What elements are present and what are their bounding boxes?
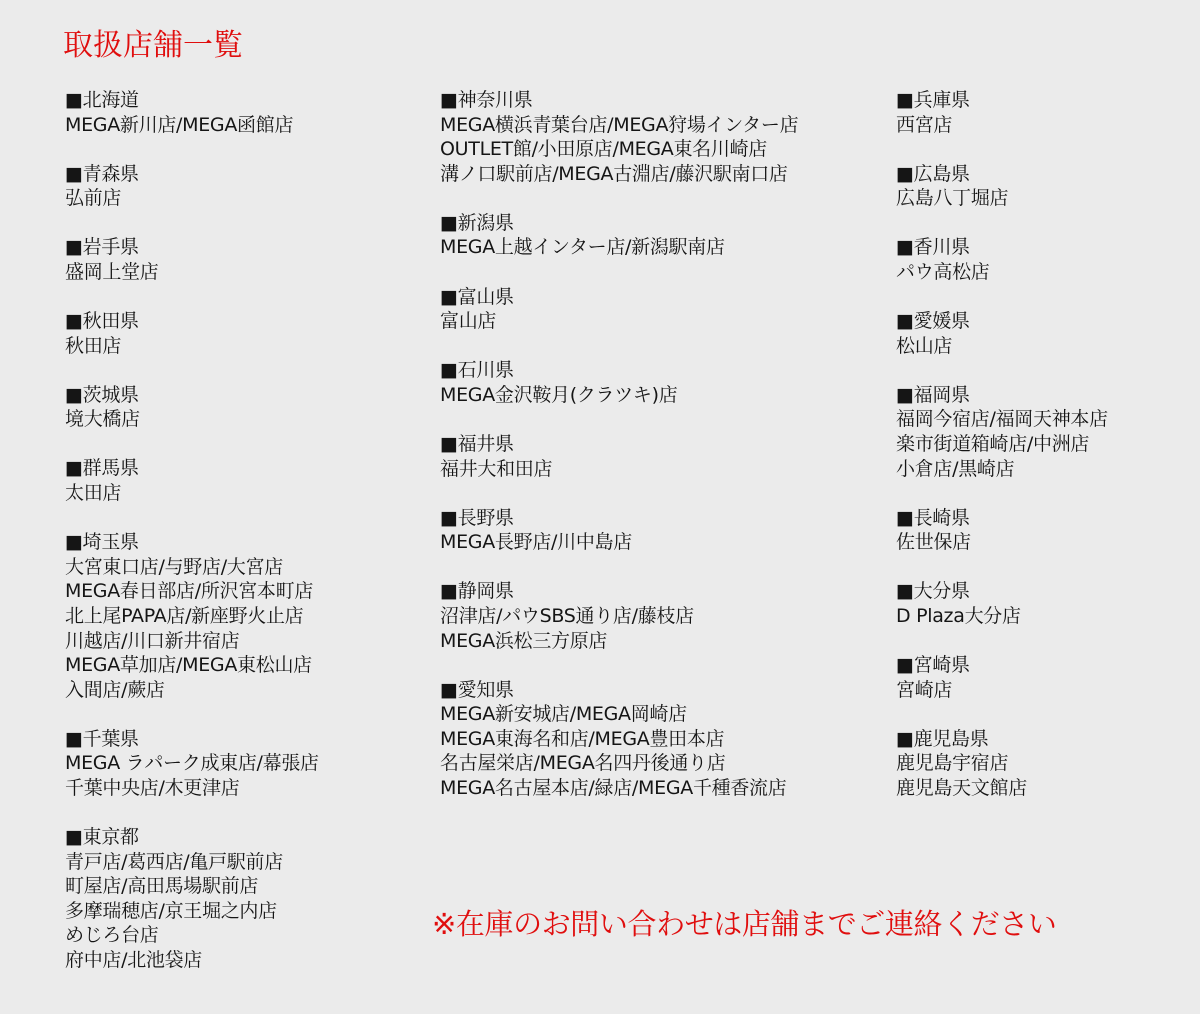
store-list-line: MEGA草加店/MEGA東松山店 — [65, 654, 312, 677]
inventory-notice: ※在庫のお問い合わせは店舗までご連絡ください — [432, 907, 1057, 941]
store-column-2 — [440, 88, 860, 825]
store-list-line: 鹿児島宇宿店 — [896, 752, 1009, 775]
region-name: ■大分県 — [896, 580, 970, 603]
region-block — [65, 309, 405, 358]
store-list-line: 名古屋栄店/MEGA名四丹後通り店 — [440, 752, 726, 775]
region-name: ■群馬県 — [65, 457, 139, 480]
region-name: ■愛媛県 — [896, 310, 970, 333]
region-block — [65, 162, 405, 211]
region-block — [896, 579, 1176, 628]
region-block — [896, 653, 1176, 702]
region-name: ■静岡県 — [440, 580, 514, 603]
store-list-line: 川越店/川口新井宿店 — [65, 629, 240, 652]
region-name: ■埼玉県 — [65, 531, 139, 554]
store-list-line: 多摩瑞穂店/京王堀之内店 — [65, 899, 277, 922]
store-list-line: MEGA上越インター店/新潟駅南店 — [440, 236, 725, 259]
store-list-line: 太田店 — [65, 482, 122, 505]
store-list-line: 佐世保店 — [896, 531, 971, 554]
store-list-line: 町屋店/高田馬場駅前店 — [65, 875, 259, 898]
region-block — [65, 383, 405, 432]
store-list-line: 松山店 — [896, 334, 953, 357]
store-list-line: 盛岡上堂店 — [65, 260, 159, 283]
region-block — [440, 678, 860, 801]
region-block — [440, 506, 860, 555]
store-list-line: MEGA横浜青葉台店/MEGA狩場インター店 — [440, 113, 799, 136]
region-block — [65, 88, 405, 137]
region-name: ■神奈川県 — [440, 89, 533, 111]
region-block — [440, 211, 860, 260]
store-list-line: 小倉店/黒崎店 — [896, 457, 1015, 480]
region-name: ■東京都 — [65, 826, 139, 849]
store-list-line: パウ高松店 — [896, 260, 990, 283]
region-name: ■愛知県 — [440, 678, 514, 701]
region-block — [896, 235, 1176, 284]
store-list-line: 境大橋店 — [65, 408, 140, 431]
store-list-line: 沼津店/パウSBS通り店/藤枝店 — [440, 604, 694, 627]
store-list-line: 青戸店/葛西店/亀戸駅前店 — [65, 850, 283, 873]
region-name: ■茨城県 — [65, 383, 139, 406]
store-list-line: MEGA新安城店/MEGA岡崎店 — [440, 703, 687, 726]
store-list-line: 溝ノ口駅前店/MEGA古淵店/藤沢駅南口店 — [440, 162, 788, 185]
store-list-line: 千葉中央店/木更津店 — [65, 776, 240, 799]
store-list-line: 福岡今宿店/福岡天神本店 — [896, 408, 1108, 431]
region-name: ■広島県 — [896, 162, 970, 185]
store-list-line: 楽市街道箱崎店/中洲店 — [896, 432, 1090, 455]
store-list-line: 西宮店 — [896, 113, 953, 136]
region-name: ■鹿児島県 — [896, 727, 989, 750]
region-name: ■秋田県 — [65, 310, 139, 333]
region-block — [896, 162, 1176, 211]
page-title: 取扱店舗一覧 — [63, 28, 243, 63]
region-block — [65, 727, 405, 801]
store-list-line: 富山店 — [440, 310, 497, 333]
store-list-line: D Plaza大分店 — [896, 604, 1021, 627]
store-list-line: MEGA金沢鞍月(クラツキ)店 — [440, 383, 678, 406]
region-name: ■長崎県 — [896, 506, 970, 529]
region-name: ■石川県 — [440, 359, 514, 382]
store-list-line: めじろ台店 — [65, 924, 159, 947]
region-block — [65, 530, 405, 702]
store-list-line: OUTLET館/小田原店/MEGA東名川崎店 — [440, 138, 767, 161]
region-name: ■福井県 — [440, 432, 514, 455]
region-name: ■長野県 — [440, 506, 514, 529]
store-list-line: 福井大和田店 — [440, 457, 553, 480]
store-list-line: MEGA新川店/MEGA函館店 — [65, 113, 294, 136]
region-block — [896, 309, 1176, 358]
region-block — [440, 579, 860, 653]
region-block — [65, 456, 405, 505]
store-list-line: MEGA春日部店/所沢宮本町店 — [65, 580, 314, 603]
region-name: ■青森県 — [65, 162, 139, 185]
region-block — [440, 358, 860, 407]
region-block — [896, 506, 1176, 555]
region-block — [65, 235, 405, 284]
store-list-line: 宮崎店 — [896, 678, 953, 701]
store-list-line: 広島八丁堀店 — [896, 187, 1009, 210]
store-list-line: MEGA名古屋本店/緑店/MEGA千種香流店 — [440, 776, 787, 799]
region-name: ■香川県 — [896, 236, 970, 259]
region-name: ■新潟県 — [440, 211, 514, 234]
store-list-line: 鹿児島天文館店 — [896, 776, 1027, 799]
store-list-line: MEGA東海名和店/MEGA豊田本店 — [440, 727, 725, 750]
store-list-line: 大宮東口店/与野店/大宮店 — [65, 555, 283, 578]
store-list-line: MEGA ラパーク成東店/幕張店 — [65, 752, 319, 775]
store-list-line: 府中店/北池袋店 — [65, 949, 203, 972]
region-block — [65, 825, 405, 973]
region-name: ■千葉県 — [65, 727, 139, 750]
store-list-line: 秋田店 — [65, 334, 122, 357]
region-name: ■岩手県 — [65, 236, 139, 259]
region-block — [440, 285, 860, 334]
region-block — [440, 432, 860, 481]
store-list-line: MEGA長野店/川中島店 — [440, 531, 632, 554]
store-list-line: 北上尾PAPA店/新座野火止店 — [65, 604, 304, 627]
store-list-line: MEGA浜松三方原店 — [440, 629, 608, 652]
region-block — [896, 383, 1176, 481]
region-name: ■宮崎県 — [896, 654, 970, 676]
region-name: ■富山県 — [440, 285, 514, 308]
store-column-3 — [896, 88, 1176, 825]
region-name: ■北海道 — [65, 89, 139, 111]
region-name: ■兵庫県 — [896, 89, 970, 111]
store-list-line: 弘前店 — [65, 187, 122, 210]
region-block — [896, 88, 1176, 137]
region-block — [440, 88, 860, 186]
region-name: ■福岡県 — [896, 383, 970, 406]
store-list-line: 入間店/蕨店 — [65, 678, 165, 701]
region-block — [896, 727, 1176, 801]
store-column-1 — [65, 88, 405, 997]
